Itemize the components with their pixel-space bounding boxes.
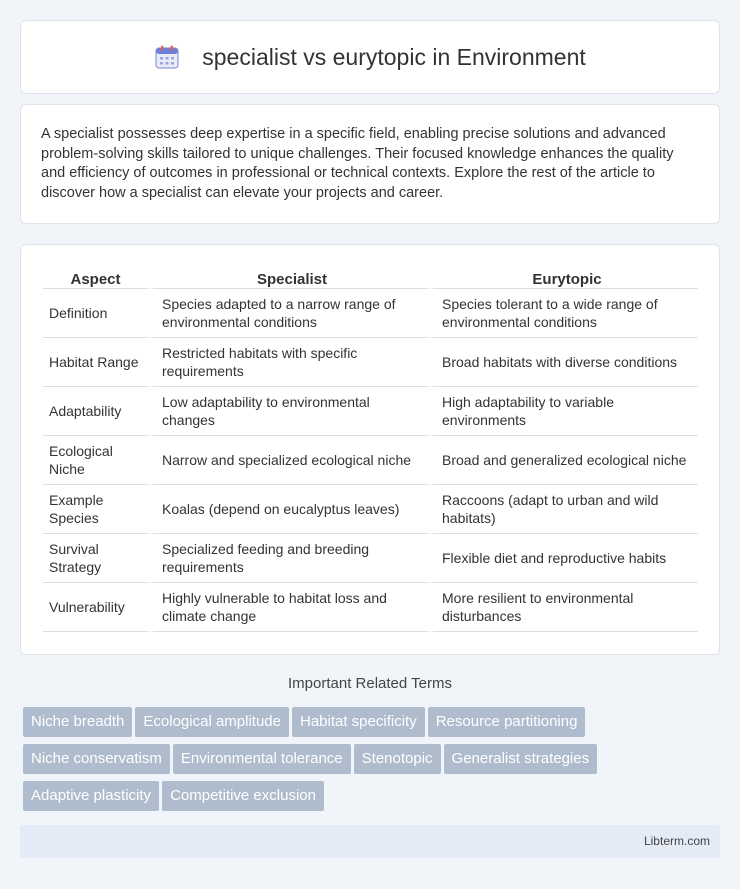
related-term-tag[interactable]: Generalist strategies (444, 744, 598, 774)
related-terms-list (23, 707, 723, 818)
related-term-tag[interactable]: Niche conservatism (23, 744, 170, 774)
related-term-tag[interactable]: Ecological amplitude (135, 707, 289, 737)
aspect-cell: Adaptability (43, 387, 148, 436)
eurytopic-cell: More resilient to environmental disturbances (428, 583, 698, 632)
related-term-tag[interactable]: Niche breadth (23, 707, 132, 737)
footer-site-link[interactable]: Libterm.com (643, 834, 710, 848)
eurytopic-cell: Raccoons (adapt to urban and wild habitats) (428, 485, 698, 534)
related-term-tag[interactable]: Habitat specificity (292, 707, 425, 737)
eurytopic-cell: Flexible diet and reproductive habits (428, 534, 698, 583)
specialist-cell: Species adapted to a narrow range of environmental conditions (148, 289, 428, 338)
aspect-cell: Habitat Range (43, 338, 148, 387)
specialist-cell: Highly vulnerable to habitat loss and climate change (148, 583, 428, 632)
related-terms-title: Important Related Terms (288, 675, 452, 692)
aspect-cell: Survival Strategy (43, 534, 148, 583)
comparison-table (43, 265, 698, 632)
table-row (43, 583, 698, 632)
related-term-tag[interactable]: Stenotopic (354, 744, 441, 774)
eurytopic-cell: Species tolerant to a wide range of environmental conditions (428, 289, 698, 338)
aspect-cell: Ecological Niche (43, 436, 148, 485)
calendar-icon (154, 44, 180, 70)
comparison-card (20, 244, 720, 655)
page-title: specialist vs eurytopic in Environment (202, 43, 586, 70)
table-row (43, 387, 698, 436)
table-row (43, 534, 698, 583)
header-eurytopic: Eurytopic (428, 265, 698, 289)
header-specialist: Specialist (148, 265, 428, 289)
aspect-cell: Definition (43, 289, 148, 338)
related-term-tag[interactable]: Resource partitioning (428, 707, 586, 737)
specialist-cell: Restricted habitats with specific requirements (148, 338, 428, 387)
table-header-row (43, 265, 698, 289)
related-term-tag[interactable]: Competitive exclusion (162, 781, 324, 811)
specialist-cell: Low adaptability to environmental changes (148, 387, 428, 436)
table-row (43, 436, 698, 485)
specialist-cell: Narrow and specialized ecological niche (148, 436, 428, 485)
table-row (43, 289, 698, 338)
eurytopic-cell: High adaptability to variable environments (428, 387, 698, 436)
aspect-cell: Vulnerability (43, 583, 148, 632)
table-row (43, 338, 698, 387)
intro-card (20, 104, 720, 224)
intro-text: A specialist possesses deep expertise in a specific field, enabling precise solutions and advanced problem-solving skills tailored to unique challenges. Their focused knowledge enhances the quality and efficiency of outcomes in professional or technical contexts. Explore the rest of the article to discover how a specialist can elevate your projects and career. (41, 126, 674, 201)
specialist-cell: Specialized feeding and breeding requirements (148, 534, 428, 583)
related-term-tag[interactable]: Environmental tolerance (173, 744, 351, 774)
table-row (43, 485, 698, 534)
specialist-cell: Koalas (depend on eucalyptus leaves) (148, 485, 428, 534)
related-term-tag[interactable]: Adaptive plasticity (23, 781, 159, 811)
eurytopic-cell: Broad habitats with diverse conditions (428, 338, 698, 387)
eurytopic-cell: Broad and generalized ecological niche (428, 436, 698, 485)
aspect-cell: Example Species (43, 485, 148, 534)
header-card (20, 20, 720, 94)
footer (20, 825, 720, 858)
header-aspect: Aspect (43, 265, 148, 289)
